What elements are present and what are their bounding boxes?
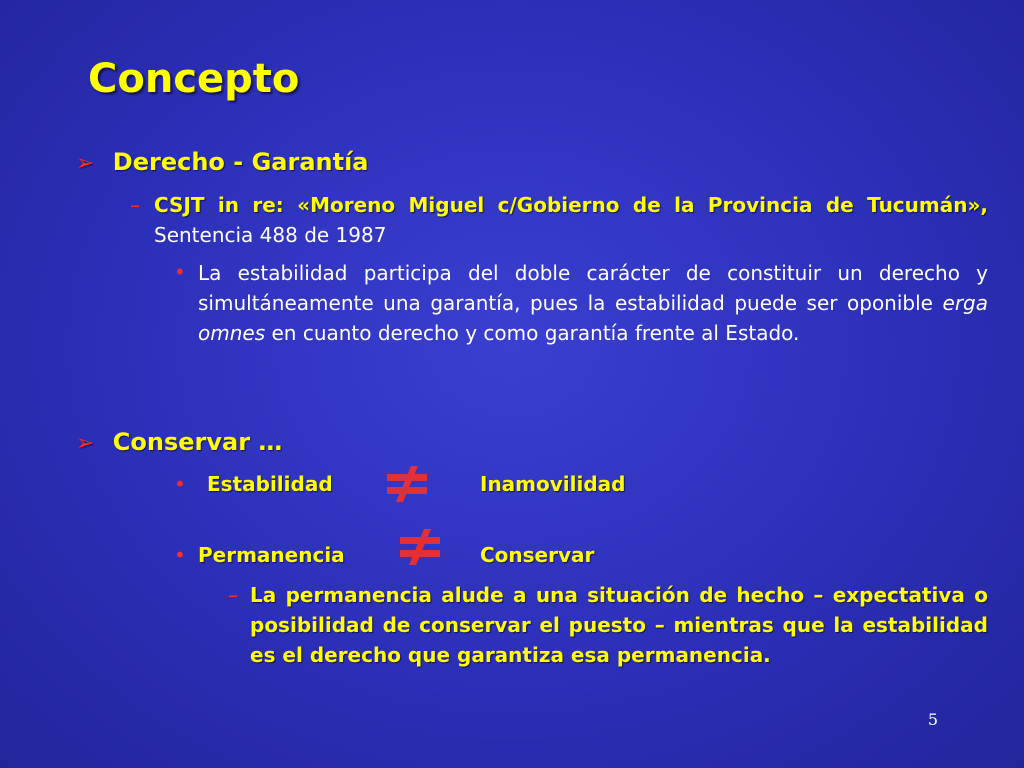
- section2-heading-row: [76, 428, 282, 456]
- not-equal-icon: [385, 465, 429, 503]
- slide-title: Concepto: [88, 56, 300, 102]
- pair2-left: Permanencia: [198, 543, 345, 567]
- dash-bullet-icon: –: [228, 583, 238, 607]
- pair1-right: Inamovilidad: [480, 472, 626, 496]
- section1-heading: Derecho - Garantía: [112, 148, 369, 176]
- dot-bullet-icon: •: [174, 543, 186, 567]
- paragraph-text-after: en cuanto derecho y como garantía frente al Estado.: [265, 321, 800, 345]
- case-name: CSJT in re: «Moreno Miguel c/Gobierno de la Provincia de Tucumán»,: [154, 193, 988, 217]
- dash-bullet-icon: –: [130, 193, 140, 217]
- pair2-right: Conservar: [480, 543, 595, 567]
- bullet-arrow-icon: ➢: [76, 151, 95, 176]
- dot-bullet-icon: •: [174, 260, 186, 284]
- pair1-left: Estabilidad: [207, 472, 333, 496]
- case-citation: [154, 190, 988, 250]
- section1-heading-row: [76, 148, 369, 176]
- section2-heading: Conservar …: [112, 428, 283, 456]
- bullet-arrow-icon: ➢: [76, 431, 95, 456]
- estabilidad-paragraph: [198, 258, 988, 348]
- case-sentence: Sentencia 488 de 1987: [154, 223, 387, 247]
- not-equal-icon: [398, 528, 442, 566]
- dot-bullet-icon: •: [174, 472, 186, 496]
- page-number: 5: [927, 710, 938, 729]
- paragraph-italic: erga omnes: [198, 291, 988, 345]
- paragraph-text-before: La estabilidad participa del doble carácter de constituir un derecho y simultáneamente una garantía, pues la estabilidad puede ser oponible: [198, 261, 988, 315]
- permanencia-note: La permanencia alude a una situación de hecho – expectativa o posibilidad de conservar el puesto – mientras que la estabilidad es el derecho que garantiza esa permanencia.: [250, 583, 988, 667]
